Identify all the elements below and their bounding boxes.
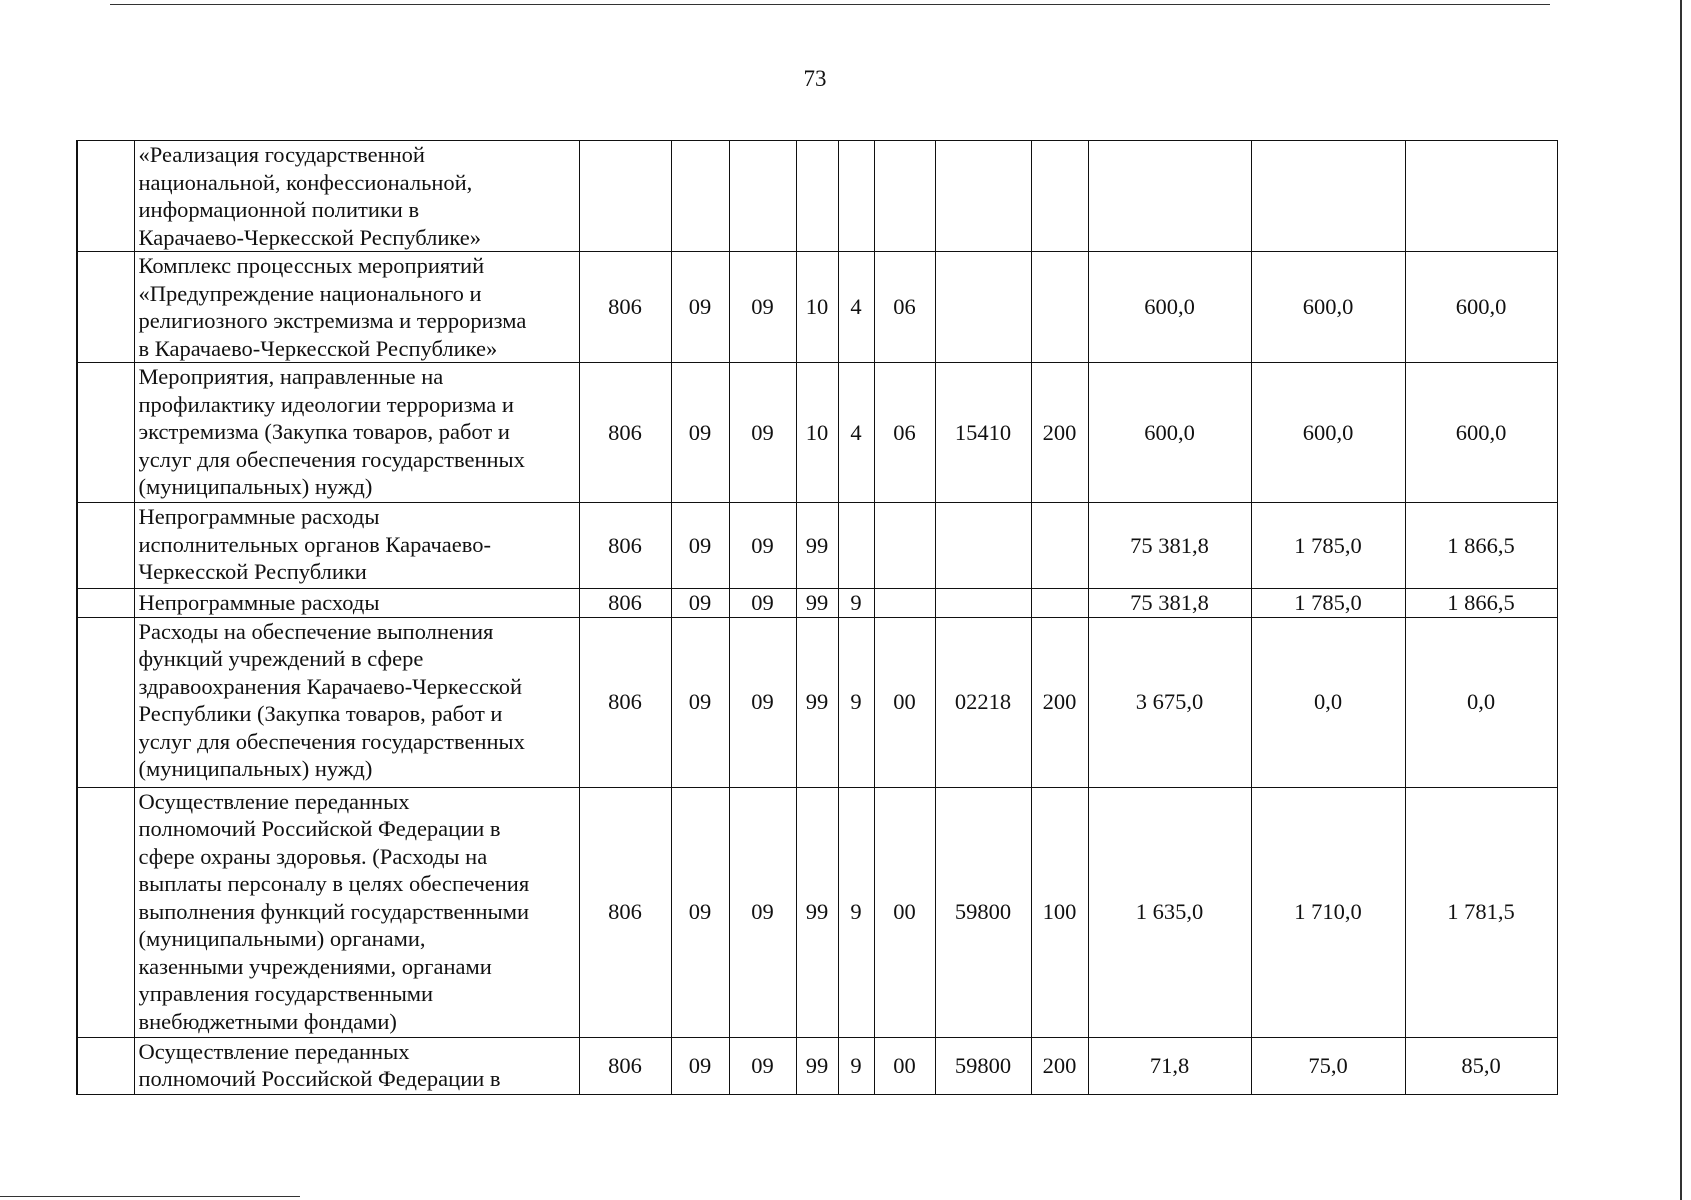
code-ministry-cell: 806 — [579, 617, 671, 787]
amount-year-1-cell — [1088, 141, 1251, 252]
table-row — [77, 363, 1557, 503]
code-program-cell: 99 — [796, 617, 838, 787]
description-line: Расходы на обеспечение выполнения — [138, 618, 494, 644]
description-line: в Карачаево-Черкесской Республике» — [138, 335, 498, 361]
amount-year-2-cell: 75,0 — [1251, 1037, 1405, 1094]
description-line: выполнения функций государственными — [138, 898, 529, 924]
code-program-cell: 99 — [796, 1037, 838, 1094]
scan-right-edge-line — [1680, 0, 1682, 1200]
code-expense-type-cell — [1031, 252, 1088, 363]
code-section-cell: 09 — [671, 503, 729, 589]
amount-year-3-cell: 1 781,5 — [1405, 787, 1557, 1037]
row-number-cell — [77, 363, 134, 503]
code-subprogram-cell: 9 — [838, 589, 874, 618]
code-subprogram-cell — [838, 141, 874, 252]
amount-year-2-cell: 600,0 — [1251, 363, 1405, 503]
code-direction-cell — [935, 252, 1031, 363]
code-ministry-cell — [579, 141, 671, 252]
code-direction-cell — [935, 503, 1031, 589]
description-cell — [134, 1037, 579, 1094]
budget-table — [76, 140, 1558, 1095]
amount-year-2-cell: 1 710,0 — [1251, 787, 1405, 1037]
row-number-cell — [77, 252, 134, 363]
code-ministry-cell: 806 — [579, 1037, 671, 1094]
description-line: (муниципальных) нужд) — [138, 474, 373, 499]
description-line: (муниципальными) органами, — [138, 926, 426, 951]
code-subsection-cell: 09 — [729, 1037, 796, 1094]
code-subsection-cell: 09 — [729, 503, 796, 589]
table-row — [77, 1037, 1557, 1094]
code-subprogram-cell: 4 — [838, 252, 874, 363]
code-section-cell: 09 — [671, 787, 729, 1037]
description-line: Карачаево-Черкесской Республике» — [138, 224, 481, 250]
table-row — [77, 252, 1557, 363]
code-section-cell — [671, 141, 729, 252]
description-line: казенными учреждениями, органами — [138, 953, 492, 979]
row-number-cell — [77, 617, 134, 787]
code-subsection-cell: 09 — [729, 252, 796, 363]
description-line: исполнительных органов Карачаево- — [138, 531, 491, 557]
code-main-activity-cell — [874, 141, 935, 252]
row-number-cell — [77, 589, 134, 618]
description-line: здравоохранения Карачаево-Черкесской — [138, 673, 523, 699]
code-ministry-cell: 806 — [579, 252, 671, 363]
description-line: информационной политики в — [138, 197, 420, 222]
description-line: управления государственными — [138, 981, 434, 1006]
description-line: Черкесской Республики — [138, 559, 367, 584]
description-cell — [134, 503, 579, 589]
description-line: национальной, конфессиональной, — [138, 169, 473, 195]
amount-year-3-cell: 1 866,5 — [1405, 503, 1557, 589]
code-section-cell: 09 — [671, 252, 729, 363]
description-line: Непрограммные расходы — [138, 590, 380, 615]
table-row — [77, 617, 1557, 787]
description-cell — [134, 617, 579, 787]
description-line: Непрограммные расходы — [138, 504, 380, 529]
code-section-cell: 09 — [671, 1037, 729, 1094]
code-direction-cell: 15410 — [935, 363, 1031, 503]
description-line: Комплекс процессных мероприятий — [138, 253, 485, 278]
page-number: 73 — [803, 66, 827, 91]
code-subprogram-cell: 4 — [838, 363, 874, 503]
code-program-cell: 99 — [796, 503, 838, 589]
code-subprogram-cell — [838, 503, 874, 589]
amount-year-2-cell: 0,0 — [1251, 617, 1405, 787]
row-number-cell — [77, 503, 134, 589]
amount-year-3-cell: 1 866,5 — [1405, 589, 1557, 618]
code-subsection-cell: 09 — [729, 589, 796, 618]
amount-year-2-cell: 1 785,0 — [1251, 589, 1405, 618]
code-direction-cell: 59800 — [935, 787, 1031, 1037]
row-number-cell — [77, 1037, 134, 1094]
amount-year-1-cell: 600,0 — [1088, 252, 1251, 363]
description-line: выплаты персоналу в целях обеспечения — [138, 871, 530, 896]
description-line: услуг для обеспечения государственных — [138, 446, 525, 472]
code-expense-type-cell — [1031, 503, 1088, 589]
description-cell — [134, 363, 579, 503]
amount-year-1-cell: 600,0 — [1088, 363, 1251, 503]
code-program-cell: 99 — [796, 787, 838, 1037]
description-line: функций учреждений в сфере — [138, 646, 424, 671]
table-body — [77, 141, 1557, 1095]
code-subsection-cell: 09 — [729, 617, 796, 787]
description-line: «Реализация государственной — [138, 142, 425, 167]
table-row — [77, 503, 1557, 589]
code-direction-cell: 02218 — [935, 617, 1031, 787]
description-cell — [134, 252, 579, 363]
code-ministry-cell: 806 — [579, 787, 671, 1037]
code-direction-cell — [935, 589, 1031, 618]
code-section-cell: 09 — [671, 617, 729, 787]
amount-year-3-cell: 600,0 — [1405, 363, 1557, 503]
amount-year-2-cell: 600,0 — [1251, 252, 1405, 363]
amount-year-3-cell: 600,0 — [1405, 252, 1557, 363]
description-line: Республики (Закупка товаров, работ и — [138, 701, 503, 726]
code-ministry-cell: 806 — [579, 503, 671, 589]
table-row — [77, 141, 1557, 252]
table-row — [77, 589, 1557, 618]
code-expense-type-cell: 100 — [1031, 787, 1088, 1037]
description-line: «Предупреждение национального и — [138, 280, 482, 306]
code-subprogram-cell: 9 — [838, 1037, 874, 1094]
code-expense-type-cell: 200 — [1031, 1037, 1088, 1094]
code-expense-type-cell — [1031, 589, 1088, 618]
description-line: религиозного экстремизма и терроризма — [138, 308, 527, 333]
amount-year-1-cell: 75 381,8 — [1088, 503, 1251, 589]
code-main-activity-cell — [874, 589, 935, 618]
description-line: (муниципальных) нужд) — [138, 756, 373, 781]
code-main-activity-cell: 06 — [874, 363, 935, 503]
amount-year-1-cell: 3 675,0 — [1088, 617, 1251, 787]
table-row — [77, 787, 1557, 1037]
code-expense-type-cell: 200 — [1031, 363, 1088, 503]
code-program-cell: 10 — [796, 252, 838, 363]
code-direction-cell — [935, 141, 1031, 252]
code-main-activity-cell: 00 — [874, 1037, 935, 1094]
code-section-cell: 09 — [671, 363, 729, 503]
description-line: экстремизма (Закупка товаров, работ и — [138, 419, 510, 444]
code-subsection-cell: 09 — [729, 363, 796, 503]
amount-year-1-cell: 71,8 — [1088, 1037, 1251, 1094]
code-subprogram-cell: 9 — [838, 787, 874, 1037]
amount-year-2-cell — [1251, 141, 1405, 252]
description-cell — [134, 141, 579, 252]
code-subsection-cell — [729, 141, 796, 252]
amount-year-2-cell: 1 785,0 — [1251, 503, 1405, 589]
amount-year-3-cell: 0,0 — [1405, 617, 1557, 787]
code-direction-cell: 59800 — [935, 1037, 1031, 1094]
code-main-activity-cell: 00 — [874, 787, 935, 1037]
code-subprogram-cell: 9 — [838, 617, 874, 787]
amount-year-3-cell — [1405, 141, 1557, 252]
scan-bottom-line — [0, 1196, 300, 1197]
code-subsection-cell: 09 — [729, 787, 796, 1037]
description-line: профилактику идеологии терроризма и — [138, 391, 514, 417]
description-line: сфере охраны здоровья. (Расходы на — [138, 843, 488, 869]
row-number-cell — [77, 141, 134, 252]
row-number-cell — [77, 787, 134, 1037]
description-line: Осуществление переданных — [138, 788, 410, 814]
amount-year-3-cell: 85,0 — [1405, 1037, 1557, 1094]
code-program-cell: 10 — [796, 363, 838, 503]
code-program-cell: 99 — [796, 589, 838, 618]
description-cell — [134, 787, 579, 1037]
code-section-cell: 09 — [671, 589, 729, 618]
code-expense-type-cell: 200 — [1031, 617, 1088, 787]
description-line: полномочий Российской Федерации в — [138, 1066, 501, 1091]
description-line: внебюджетными фондами) — [138, 1008, 397, 1034]
code-main-activity-cell: 00 — [874, 617, 935, 787]
amount-year-1-cell: 75 381,8 — [1088, 589, 1251, 618]
code-ministry-cell: 806 — [579, 589, 671, 618]
description-line: услуг для обеспечения государственных — [138, 728, 525, 754]
scan-top-line — [110, 4, 1550, 5]
code-expense-type-cell — [1031, 141, 1088, 252]
code-ministry-cell: 806 — [579, 363, 671, 503]
description-cell — [134, 589, 579, 618]
code-main-activity-cell — [874, 503, 935, 589]
code-program-cell — [796, 141, 838, 252]
description-line: Мероприятия, направленные на — [138, 364, 444, 389]
code-main-activity-cell: 06 — [874, 252, 935, 363]
description-line: полномочий Российской Федерации в — [138, 816, 501, 841]
amount-year-1-cell: 1 635,0 — [1088, 787, 1251, 1037]
description-line: Осуществление переданных — [138, 1038, 410, 1064]
